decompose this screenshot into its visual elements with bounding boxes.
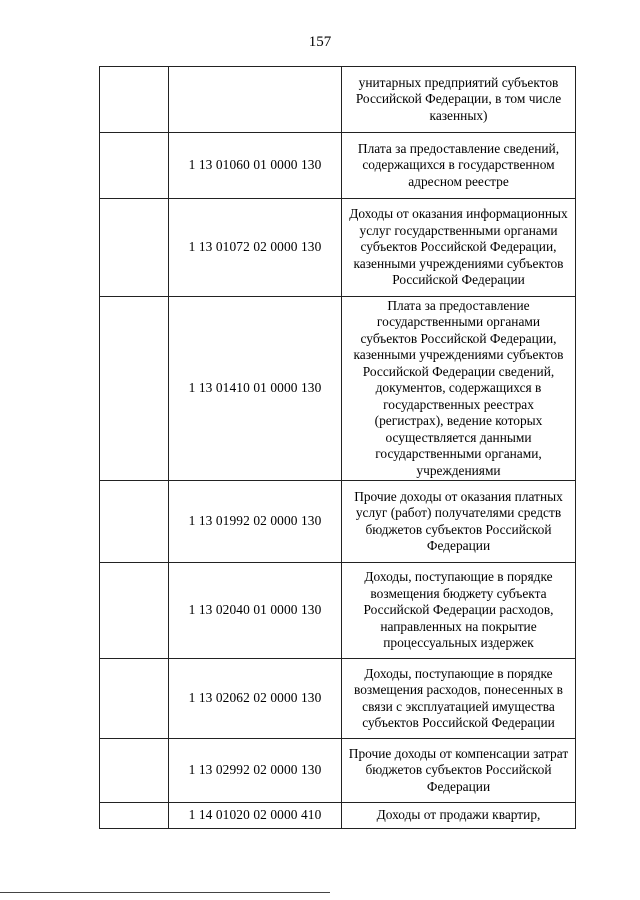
budget-code-cell: 1 13 01072 02 0000 130 xyxy=(169,199,342,297)
table-row xyxy=(100,133,576,199)
footer-rule xyxy=(0,892,330,893)
budget-code-cell: 1 13 01410 01 0000 130 xyxy=(169,297,342,481)
page-number: 157 xyxy=(308,34,332,50)
budget-code-cell: 1 14 01020 02 0000 410 xyxy=(169,803,342,829)
table-row xyxy=(100,803,576,829)
table-row xyxy=(100,67,576,133)
budget-code-cell xyxy=(169,67,342,133)
revenue-name-cell: Доходы, поступающие в порядке возмещения бюджету субъекта Российской Федерации расходов, направленных на покрытие процессуальных издержек xyxy=(342,563,576,659)
table-row xyxy=(100,199,576,297)
admin-code-cell xyxy=(100,67,169,133)
budget-code-cell: 1 13 01060 01 0000 130 xyxy=(169,133,342,199)
revenue-name-cell: Плата за предоставление сведений, содержащихся в государственном адресном реестре xyxy=(342,133,576,199)
admin-code-cell xyxy=(100,659,169,739)
admin-code-cell xyxy=(100,739,169,803)
table-row xyxy=(100,659,576,739)
admin-code-cell xyxy=(100,297,169,481)
revenue-name-cell: Доходы от оказания информационных услуг государственными органами субъектов Российской Федерации, казенными учреждениями субъектов Российской Федерации xyxy=(342,199,576,297)
revenue-name-cell: Плата за предоставление государственными органами субъектов Российской Федерации, казенными учреждениями субъектов Российской Федерации сведений, документов, содержащихся в государственных реестрах (регистрах), ведение которых осуществляется данными государственными органами, учреждениями xyxy=(342,297,576,481)
admin-code-cell xyxy=(100,803,169,829)
revenue-name-cell: Прочие доходы от оказания платных услуг (работ) получателями средств бюджетов субъектов Российской Федерации xyxy=(342,481,576,563)
budget-code-cell: 1 13 02062 02 0000 130 xyxy=(169,659,342,739)
admin-code-cell xyxy=(100,199,169,297)
admin-code-cell xyxy=(100,481,169,563)
revenue-name-cell: Доходы от продажи квартир, xyxy=(342,803,576,829)
table-row xyxy=(100,481,576,563)
table-row xyxy=(100,739,576,803)
revenue-codes-table xyxy=(99,66,576,829)
table-row xyxy=(100,563,576,659)
revenue-name-cell: Прочие доходы от компенсации затрат бюджетов субъектов Российской Федерации xyxy=(342,739,576,803)
table-row xyxy=(100,297,576,481)
budget-code-cell: 1 13 02040 01 0000 130 xyxy=(169,563,342,659)
admin-code-cell xyxy=(100,133,169,199)
admin-code-cell xyxy=(100,563,169,659)
revenue-name-cell: унитарных предприятий субъектов Российской Федерации, в том числе казенных) xyxy=(342,67,576,133)
budget-code-cell: 1 13 02992 02 0000 130 xyxy=(169,739,342,803)
budget-code-cell: 1 13 01992 02 0000 130 xyxy=(169,481,342,563)
revenue-name-cell: Доходы, поступающие в порядке возмещения расходов, понесенных в связи с эксплуатацией имущества субъектов Российской Федерации xyxy=(342,659,576,739)
